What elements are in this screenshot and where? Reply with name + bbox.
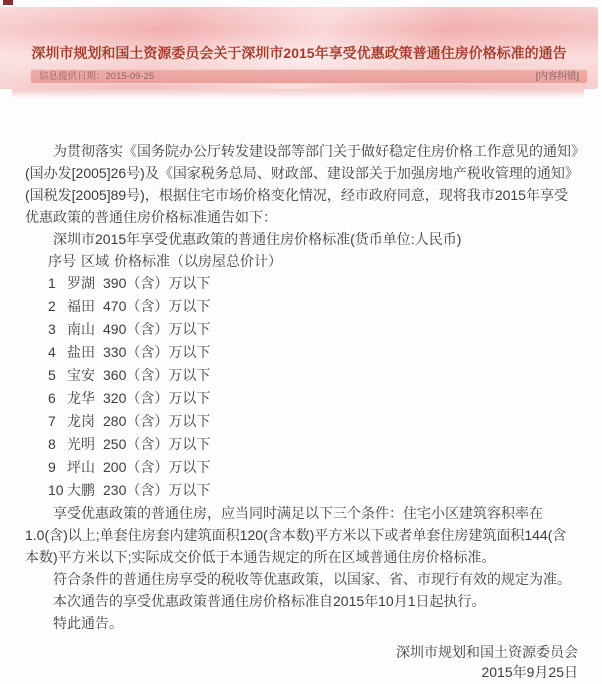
row-price: 320（含）万以下 [103, 390, 211, 406]
page-corner-fragment [3, 0, 13, 5]
content-correction-link[interactable]: [内容纠错] [535, 71, 579, 82]
row-no: 1 [48, 275, 56, 291]
row-price: 280（含）万以下 [103, 413, 211, 429]
row-district: 罗湖 [67, 275, 95, 291]
row-district: 盐田 [67, 344, 95, 360]
table-row [48, 387, 578, 410]
info-date-value: 2015-09-25 [105, 71, 155, 82]
row-price: 230（含）万以下 [103, 482, 211, 498]
row-no: 9 [48, 459, 56, 475]
row-price: 250（含）万以下 [103, 436, 211, 452]
row-no: 5 [48, 367, 56, 383]
row-district: 宝安 [67, 367, 95, 383]
paragraph-closing: 特此通告。 [53, 615, 123, 631]
info-date [39, 70, 154, 83]
row-price: 200（含）万以下 [103, 459, 211, 475]
table-row [48, 341, 578, 364]
info-date-label: 信息提供日期： [39, 71, 106, 82]
signature-date: 2015年9月25日 [481, 664, 578, 680]
col-header-price: 价格标准（以房屋总价计） [114, 253, 282, 269]
table-row [48, 410, 578, 433]
table-row [48, 479, 578, 502]
row-district: 光明 [67, 436, 95, 452]
row-district: 龙华 [67, 390, 95, 406]
row-price: 470（含）万以下 [103, 298, 211, 314]
paragraph-tax-policy: 符合条件的普通住房享受的税收等优惠政策，以国家、省、市现行有效的规定为准。 [53, 571, 571, 587]
price-table [25, 250, 578, 502]
table-row [48, 456, 578, 479]
paragraph-conditions: 享受优惠政策的普通住房，应当同时满足以下三个条件：住宅小区建筑容积率在1.0(含)以上;单套住房套内建筑面积120(含本数)平方米以下或者单套住房建筑面积144(含本数)平方米以下;实际成交价低于本通告规定的所在区域普通住房价格标准。 [25, 505, 567, 565]
row-price: 490（含）万以下 [103, 321, 211, 337]
notice-banner [0, 7, 598, 89]
notice-title: 深圳市规划和国土资源委员会关于深圳市2015年享受优惠政策普通住房价格标准的通告 [31, 45, 567, 61]
row-price: 360（含）万以下 [103, 367, 211, 383]
row-price: 330（含）万以下 [103, 344, 211, 360]
signature-organization: 深圳市规划和国土资源委员会 [396, 644, 578, 660]
info-bar [30, 69, 588, 84]
col-header-no: 序号 [48, 253, 76, 269]
table-row [48, 318, 578, 341]
paragraph-standard-title: 深圳市2015年享受优惠政策的普通住房价格标准(货币单位:人民币) [53, 231, 462, 247]
table-row [48, 433, 578, 456]
paragraph-effective-date: 本次通告的享受优惠政策普通住房价格标准自2015年10月1日起执行。 [53, 593, 486, 609]
row-district: 龙岗 [67, 413, 95, 429]
col-header-district: 区域 [81, 253, 109, 269]
row-district: 南山 [67, 321, 95, 337]
row-no: 2 [48, 298, 56, 314]
row-district: 福田 [67, 298, 95, 314]
table-row [48, 272, 578, 295]
table-row [48, 295, 578, 318]
table-row [48, 364, 578, 387]
row-no: 4 [48, 344, 56, 360]
row-no: 8 [48, 436, 56, 452]
row-no: 6 [48, 390, 56, 406]
row-price: 390（含）万以下 [103, 275, 211, 291]
row-no: 10 [48, 482, 64, 498]
row-no: 3 [48, 321, 56, 337]
paragraph-preamble: 为贯彻落实《国务院办公厅转发建设部等部门关于做好稳定住房价格工作意见的通知》(国办发[2005]26号)及《国家税务总局、财政部、建设部关于加强房地产税收管理的通知》(国税发[2005]89号)，根据住宅市场价格变化情况，经市政府同意，现将我市2015年享受优惠政策的普通住房价格标准通告如下： [25, 143, 578, 225]
notice-body [25, 140, 578, 682]
row-district: 大鹏 [67, 482, 95, 498]
row-no: 7 [48, 413, 56, 429]
row-district: 坪山 [67, 459, 95, 475]
price-table-header [48, 250, 578, 272]
banner-reflection [12, 89, 584, 100]
